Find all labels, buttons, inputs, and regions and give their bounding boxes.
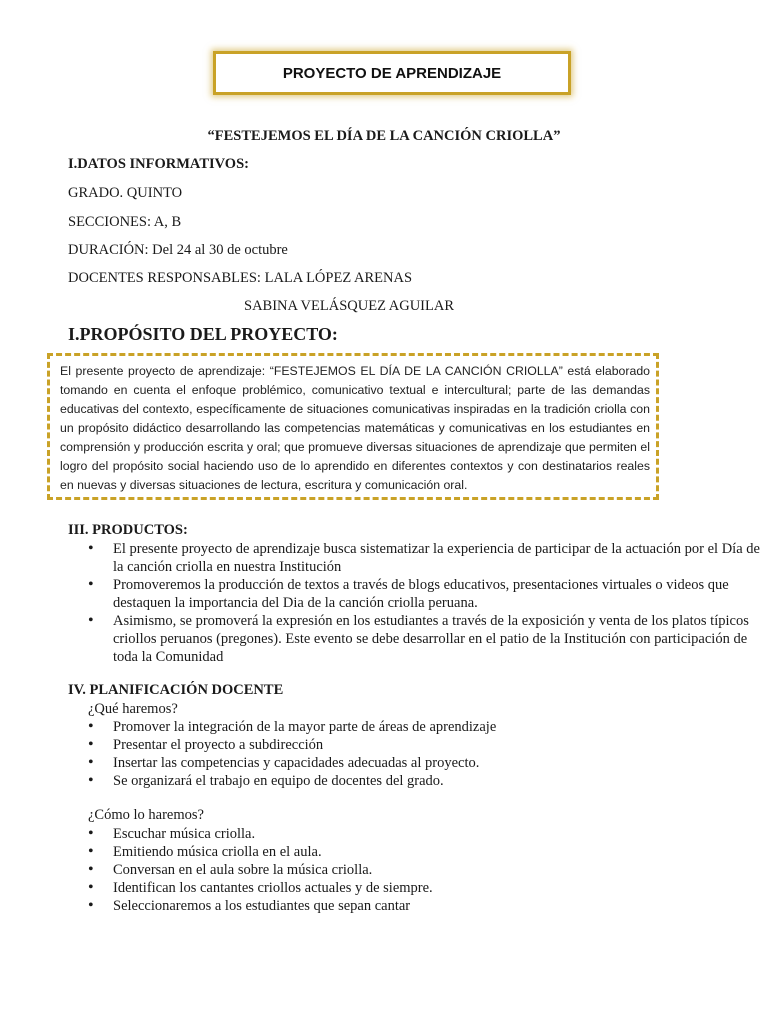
list-item: • Seleccionaremos a los estudiantes que sepan cantar xyxy=(88,897,433,915)
proposito-heading: I.PROPÓSITO DEL PROYECTO: xyxy=(68,324,338,344)
list-item: • Insertar las competencias y capacidades adecuadas al proyecto. xyxy=(88,754,496,772)
project-title-box xyxy=(213,51,571,95)
planificacion-heading: IV. PLANIFICACIÓN DOCENTE xyxy=(68,682,284,698)
docente-2-line: SABINA VELÁSQUEZ AGUILAR xyxy=(244,298,454,314)
list-item: • Asimismo, se promoverá la expresión en los estudiantes a través de la exposición y venta de los platos típicos criollos peruanos (pregones). Este evento se debe desarrollar en el patio de la Institución con participación de toda la Comunidad xyxy=(88,612,768,666)
secciones-line: SECCIONES: A, B xyxy=(68,214,182,230)
productos-heading: III. PRODUCTOS: xyxy=(68,522,188,538)
como-haremos-label: ¿Cómo lo haremos? xyxy=(88,807,204,823)
list-item: • Identifican los cantantes criollos actuales y de siempre. xyxy=(88,879,433,897)
list-item: • El presente proyecto de aprendizaje busca sistematizar la experiencia de participar de la actuación por el Día de la canción criolla en nuestra Institución xyxy=(88,540,768,576)
datos-heading: I.DATOS INFORMATIVOS: xyxy=(68,156,249,172)
list-item: • Promoveremos la producción de textos a través de blogs educativos, presentaciones virtuales o videos que destaquen la importancia del Dia de la canción criolla peruana. xyxy=(88,576,768,612)
grado-line: GRADO. QUINTO xyxy=(68,185,183,201)
duracion-line: DURACIÓN: Del 24 al 30 de octubre xyxy=(68,242,288,258)
list-item: • Promover la integración de la mayor parte de áreas de aprendizaje xyxy=(88,718,496,736)
docentes-line: DOCENTES RESPONSABLES: LALA LÓPEZ ARENAS xyxy=(68,270,413,286)
list-item: • Escuchar música criolla. xyxy=(88,825,433,843)
productos-list xyxy=(88,540,768,666)
project-subtitle: “FESTEJEMOS EL DÍA DE LA CANCIÓN CRIOLLA” xyxy=(207,128,561,144)
que-haremos-list xyxy=(88,718,496,790)
purpose-text: El presente proyecto de aprendizaje: “FESTEJEMOS EL DÍA DE LA CANCIÓN CRIOLLA” está elaborado tomando en cuenta el enfoque problémico, comunicativo textual e intercultural; parte de las demandas educativas del contexto, específicamente de situaciones comunicativas inspiradas en la tradición criolla con un propósito didáctico desarrollando las competencias matemáticas y comunicativas en los estudiantes en comprensión y producción escrita y oral; que promueve diversas situaciones de aprendizaje que permiten el logro del propósito social haciendo uso de lo aprendido en diferentes contextos y con destinatarios reales en nuevas y diversas situaciones de lectura, escritura y comunicación oral. xyxy=(60,364,650,492)
list-item: • Se organizará el trabajo en equipo de docentes del grado. xyxy=(88,772,496,790)
list-item: • Conversan en el aula sobre la música criolla. xyxy=(88,861,433,879)
list-item: • Emitiendo música criolla en el aula. xyxy=(88,843,433,861)
project-title: PROYECTO DE APRENDIZAJE xyxy=(282,64,502,82)
como-haremos-list xyxy=(88,825,433,915)
que-haremos-label: ¿Qué haremos? xyxy=(88,701,178,717)
list-item: • Presentar el proyecto a subdirección xyxy=(88,736,496,754)
purpose-box xyxy=(47,353,659,500)
